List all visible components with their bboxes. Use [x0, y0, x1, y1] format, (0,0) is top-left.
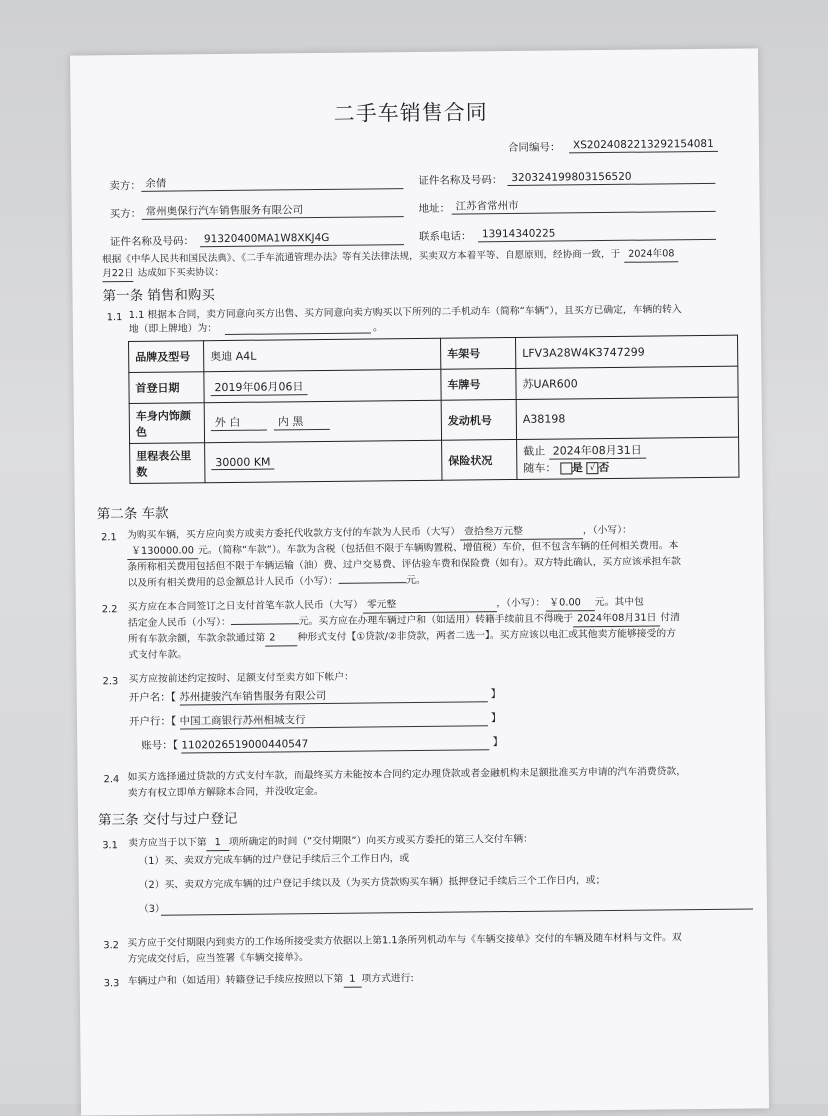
clause-2-3-num: 2.3 [102, 676, 119, 688]
seller-label: 卖方： [109, 179, 141, 193]
clause-2-1-num: 2.1 [101, 532, 117, 544]
buyer-label: 买方： [109, 207, 142, 221]
clause-2-1-line-3: 条所称相关费用包括但不限于车辆运输（油）费、过户交易费、评估验车费和保险费（如有）。双方特此确认，买方应该承担车款 [127, 556, 681, 574]
clause-2-1-line-4: 以及所有相关费用的总金额总计人民币（小写）： 元。 [127, 574, 426, 590]
insurance-value [517, 437, 739, 479]
no-checkbox[interactable]: √ [586, 462, 598, 474]
clause-1-1-line-2: 地（即上牌地）为： [128, 323, 218, 336]
account-name-row: 开户名：【 苏州捷骏汽车销售服务有限公司 】 [128, 688, 502, 705]
article-1-heading: 第一条 销售和购买 [102, 287, 215, 305]
clause-2-3-line-1: 买方应按前述约定按时、足额支付至卖方如下帐户： [128, 671, 354, 686]
engine-value: A38198 [516, 397, 738, 439]
color-value: 外 白 内 黑 [204, 400, 441, 442]
brand-value: 奥迪 A4L [204, 338, 441, 371]
clause-2-2-line-4: 式支付车款。 [128, 649, 188, 662]
vin-label: 车架号 [440, 337, 515, 369]
address-value: 江苏省常州市 [455, 199, 519, 213]
contract-no-value: XS2024082213292154081 [569, 137, 718, 154]
reg-date-label: 首登日期 [129, 372, 204, 404]
clause-2-4-num: 2.4 [103, 774, 120, 786]
phone-label: 联系电话： [418, 230, 472, 243]
plate-label: 车牌号 [441, 368, 516, 400]
id-doc-value: 320324199803156520 [511, 170, 632, 184]
intro-line-2: 月22日 达成如下买卖协议： [102, 266, 224, 282]
brand-label: 品牌及型号 [129, 341, 204, 373]
color-label: 车身内饰颜色 [129, 403, 204, 444]
clause-3-2-line-2: 方完成交付后，应当签署《车辆交接单》。 [127, 952, 309, 966]
option-3-blank [161, 908, 753, 915]
reg-date-value: 2019年06月06日 [204, 369, 441, 402]
clause-2-1-line-2: ￥130000.00 元。（简称“车款”）。车款为含税（包括但不限于车辆购置税、增值税）车价，但不包含车辆的任何相关费用。本 [127, 539, 678, 560]
table-row [129, 397, 738, 443]
article-2-heading: 第二条 车款 [96, 505, 169, 523]
seller-underline [141, 188, 403, 192]
clause-2-1-line-1: 为购买车辆，买方应向卖方或卖方委托代收款方支付的车款为人民币（大写） 壹拾叁万元整 ，（小写）： [126, 524, 632, 542]
mileage-value: 30000 KM [205, 440, 442, 482]
clause-3-3-num: 3.3 [103, 978, 120, 990]
clause-2-2-line-3: 所有车款余额，车款余款通过第 2 种形式支付【①贷款/②非贷款，两者二选一】。买方应该以电汇或其他卖方能够接受的方 [128, 628, 677, 646]
article-3-heading: 第三条 交付与过户登记 [97, 810, 238, 829]
buyer-id-label: 证件名称及号码： [109, 235, 195, 249]
account-number-row: 账号：【 1102026519000440547 】 [141, 736, 504, 752]
yes-checkbox[interactable] [560, 462, 572, 474]
table-row [130, 437, 739, 483]
address-label: 地址： [418, 202, 451, 215]
insurance-expiry: 截止 2024年08月31日 [523, 441, 732, 460]
clause-2-4-line-1: 如买方选择通过贷款的方式支付车款，而最终买方未能按本合同约定办理贷款或者金融机构未足额批准买方申请的汽车消费贷款， [127, 766, 687, 784]
clause-2-2-num: 2.2 [101, 604, 118, 616]
clause-3-1-option-2: （2）买、卖双方完成车辆的过户登记手续以及（为买方贷款购买车辆）抵押登记手续后三个工作日内，或； [138, 875, 606, 891]
engine-label: 发动机号 [441, 399, 516, 440]
buyer-value: 常州奥保行汽车销售服务有限公司 [145, 204, 304, 218]
clause-3-1-num: 3.1 [102, 840, 118, 852]
clause-2-2-line-1: 买方应在本合同签订之日支付首笔车款人民币（大写） 零元整 ，（小写）： ￥0.00 元。其中包 [127, 596, 644, 614]
insurance-with-car: 随车： 是 √ 否 [523, 460, 610, 475]
mileage-label: 里程表公里数 [130, 443, 205, 484]
registration-place-blank [225, 332, 371, 335]
vehicle-table [128, 335, 739, 484]
intro-line-1: 根据《中华人民共和国民法典》、《二手车流通管理办法》等有关法律法规，买卖双方本着平等、自愿原则，经协商一致，于 2024年08 [102, 247, 678, 268]
clause-3-2-num: 3.2 [103, 940, 119, 952]
clause-3-1-option-1: （1）买、卖双方完成车辆的过户登记手续后三个工作日内，或 [138, 853, 410, 867]
clause-3-1-option-3: （3） [138, 903, 165, 915]
contract-no-label: 合同编号： [507, 141, 561, 155]
contract-page [70, 48, 769, 1115]
clause-3-1-line-1: 卖方应当于以下第 1 项所确定的时间（“交付期限”）向买方或买方委托的第三人交付车辆： [128, 833, 533, 852]
clause-1-1-end: 。 [372, 321, 384, 334]
account-bank-row: 开户行：【 中国工商银行苏州相城支行 】 [128, 712, 502, 729]
clause-1-1-num: 1.1 [106, 312, 123, 324]
id-doc-label: 证件名称及号码： [418, 174, 503, 187]
clause-2-2-line-2: 括定金人民币（小写）： 元。买方应在办理车辆过户和（如适用）转籍手续前且不得晚于 2024年08月31日 付清 [127, 612, 681, 630]
phone-value: 13914340225 [481, 227, 556, 241]
clause-1-1-line-1: 1.1 根据本合同，卖方同意向买方出售、买方同意向卖方购买以下所列的二手机动车（简称“车辆”），且买方已确定，车辆的转入 [128, 304, 682, 322]
buyer-id-value: 91320400MA1W8XKJ4G [203, 231, 330, 246]
clause-3-3-line-1: 车辆过户和（如适用）转籍登记手续应按照以下第 1 项方式进行: [127, 973, 414, 988]
vin-value: LFV3A28W4K3747299 [515, 335, 737, 368]
insurance-label: 保险状况 [442, 439, 517, 480]
clause-3-2-line-1: 买方应于交付期限内到卖方的工作场所接受卖方依据以上第1.1条所列机动车与《车辆交接单》交付的车辆及随车材料与文件。双 [127, 932, 682, 950]
clause-2-4-line-2: 卖方有权立即单方解除本合同，并没收定金。 [127, 785, 324, 800]
plate-value: 苏UAR600 [516, 366, 738, 399]
contract-title: 二手车销售合同 [333, 100, 488, 126]
seller-value: 余倩 [145, 177, 167, 190]
